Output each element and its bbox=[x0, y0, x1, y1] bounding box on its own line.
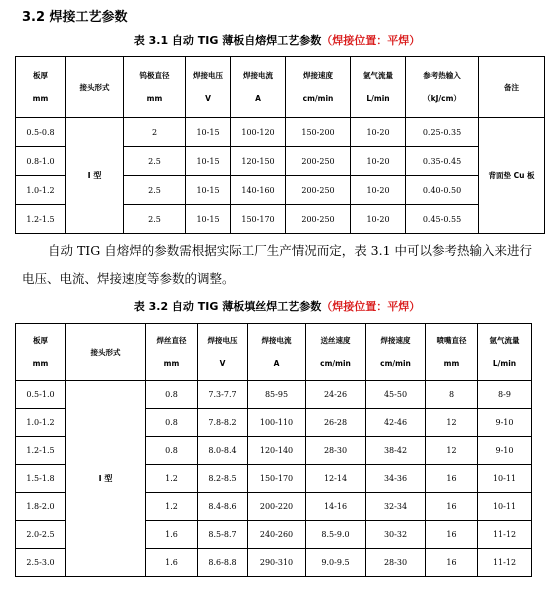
header-unit: cm/min bbox=[320, 359, 351, 368]
header-name: 焊接速度 bbox=[380, 336, 411, 345]
header-name: 氩气流量 bbox=[363, 71, 393, 80]
table-cell: 10-11 bbox=[478, 493, 532, 521]
header-cell bbox=[66, 57, 124, 118]
header-cell bbox=[124, 57, 186, 118]
table-cell: 1.8-2.0 bbox=[16, 493, 66, 521]
table-cell: 10-15 bbox=[186, 205, 231, 234]
table-cell: 11-12 bbox=[478, 521, 532, 549]
header-unit: A bbox=[273, 359, 280, 368]
table-cell: 9-10 bbox=[478, 409, 532, 437]
header-cell bbox=[306, 324, 366, 381]
table-cell: 0.45-0.55 bbox=[406, 205, 479, 234]
header-cell bbox=[186, 57, 231, 118]
remark-cell: 背面垫 Cu 板 bbox=[479, 118, 545, 234]
header-unit: mm bbox=[32, 94, 49, 103]
table-cell: 32-34 bbox=[366, 493, 426, 521]
header-name: 钨极直径 bbox=[139, 71, 170, 80]
table-cell: 1.5-1.8 bbox=[16, 465, 66, 493]
table-cell: 0.35-0.45 bbox=[406, 147, 479, 176]
table-cell: 8.5-9.0 bbox=[306, 521, 366, 549]
table-cell: 28-30 bbox=[366, 549, 426, 577]
header-gap bbox=[198, 346, 247, 358]
header-unit: L/min bbox=[492, 359, 517, 368]
table2-caption-main: 表 3.2 自动 TIG 薄板填丝焊工艺参数 bbox=[133, 300, 322, 313]
table-cell: 10-20 bbox=[351, 205, 406, 234]
table-cell: 0.5-0.8 bbox=[16, 118, 66, 147]
table-cell: 9-10 bbox=[478, 437, 532, 465]
header-name: 焊接电压 bbox=[207, 336, 238, 345]
table-cell: 38-42 bbox=[366, 437, 426, 465]
table-cell: 10-20 bbox=[351, 176, 406, 205]
header-gap bbox=[426, 346, 477, 358]
table-cell: 45-50 bbox=[366, 381, 426, 409]
header-unit: mm bbox=[146, 94, 163, 103]
table-cell: 7.8-8.2 bbox=[198, 409, 248, 437]
table2-caption bbox=[0, 298, 554, 314]
table-cell: 0.8 bbox=[146, 381, 198, 409]
table-cell: 12 bbox=[426, 409, 478, 437]
header-unit: mm bbox=[443, 359, 460, 368]
table-cell: 1.2-1.5 bbox=[16, 437, 66, 465]
table1-header-row bbox=[16, 57, 545, 118]
header-name: 氩气流量 bbox=[489, 336, 520, 345]
table-cell: 8.2-8.5 bbox=[198, 465, 248, 493]
header-cell bbox=[406, 57, 479, 118]
table-cell: 2.5 bbox=[124, 147, 186, 176]
header-name: 焊接电流 bbox=[243, 71, 273, 80]
table-cell: 14-16 bbox=[306, 493, 366, 521]
header-gap bbox=[16, 81, 65, 93]
table-cell: 120-140 bbox=[248, 437, 306, 465]
header-unit: （kJ/cm） bbox=[423, 94, 461, 103]
table-cell: 8.4-8.6 bbox=[198, 493, 248, 521]
table-cell: 1.2 bbox=[146, 465, 198, 493]
table-cell: 1.6 bbox=[146, 549, 198, 577]
header-cell bbox=[231, 57, 286, 118]
table-cell: 140-160 bbox=[231, 176, 286, 205]
table-cell: 12-14 bbox=[306, 465, 366, 493]
header-cell bbox=[198, 324, 248, 381]
table-cell: 8.0-8.4 bbox=[198, 437, 248, 465]
table-cell: 150-170 bbox=[248, 465, 306, 493]
header-name: 接头形式 bbox=[79, 82, 110, 92]
table-cell: 2.5-3.0 bbox=[16, 549, 66, 577]
table2-caption-condition: （焊接位置：平焊） bbox=[321, 300, 421, 313]
table-cell: 200-250 bbox=[286, 205, 351, 234]
table-cell: 8.5-8.7 bbox=[198, 521, 248, 549]
table1-caption-main: 表 3.1 自动 TIG 薄板自熔焊工艺参数 bbox=[133, 34, 322, 47]
table-cell: 8-9 bbox=[478, 381, 532, 409]
table-cell: 34-36 bbox=[366, 465, 426, 493]
header-cell bbox=[286, 57, 351, 118]
header-gap bbox=[231, 81, 285, 93]
header-gap bbox=[306, 346, 365, 358]
table-cell: 1.2-1.5 bbox=[16, 205, 66, 234]
header-cell bbox=[248, 324, 306, 381]
header-gap bbox=[366, 346, 425, 358]
table-cell: 1.6 bbox=[146, 521, 198, 549]
header-gap bbox=[478, 346, 531, 358]
table-cell: 8.6-8.8 bbox=[198, 549, 248, 577]
table-cell: 150-170 bbox=[231, 205, 286, 234]
header-gap bbox=[351, 81, 405, 93]
table-cell: 2.5 bbox=[124, 205, 186, 234]
header-name: 喷嘴直径 bbox=[436, 336, 467, 345]
table-cell: 1.0-1.2 bbox=[16, 409, 66, 437]
header-gap bbox=[146, 346, 197, 358]
table-cell: 28-30 bbox=[306, 437, 366, 465]
header-unit: V bbox=[219, 359, 226, 368]
joint-type-cell: I 型 bbox=[66, 118, 124, 234]
table-cell: 200-250 bbox=[286, 176, 351, 205]
table-cell: 10-15 bbox=[186, 147, 231, 176]
header-cell bbox=[351, 57, 406, 118]
header-cell bbox=[479, 57, 545, 118]
header-cell bbox=[146, 324, 198, 381]
header-name: 焊丝直径 bbox=[156, 336, 187, 345]
table-cell: 12 bbox=[426, 437, 478, 465]
section-title: 3.2 焊接工艺参数 bbox=[22, 10, 128, 25]
header-cell bbox=[16, 57, 66, 118]
table-cell: 10-15 bbox=[186, 176, 231, 205]
table-cell: 200-220 bbox=[248, 493, 306, 521]
table-cell: 200-250 bbox=[286, 147, 351, 176]
table-cell: 16 bbox=[426, 493, 478, 521]
header-cell bbox=[16, 324, 66, 381]
table-cell: 8 bbox=[426, 381, 478, 409]
header-unit: mm bbox=[163, 359, 180, 368]
header-unit: V bbox=[205, 94, 211, 103]
table-cell: 100-110 bbox=[248, 409, 306, 437]
table2-tig-filler-params bbox=[15, 323, 532, 577]
table-cell: 16 bbox=[426, 521, 478, 549]
table-cell: 0.25-0.35 bbox=[406, 118, 479, 147]
table-cell: 2.5 bbox=[124, 176, 186, 205]
table-cell: 1.2 bbox=[146, 493, 198, 521]
table-cell: 16 bbox=[426, 465, 478, 493]
table-cell: 11-12 bbox=[478, 549, 532, 577]
header-gap bbox=[248, 346, 305, 358]
header-gap bbox=[186, 81, 230, 93]
table1-caption-condition: （焊接位置：平焊） bbox=[321, 34, 421, 47]
header-name: 焊接电流 bbox=[261, 336, 292, 345]
header-gap bbox=[124, 81, 185, 93]
table-cell: 100-120 bbox=[231, 118, 286, 147]
table-cell: 26-28 bbox=[306, 409, 366, 437]
header-gap bbox=[406, 81, 478, 93]
header-name: 接头形式 bbox=[90, 347, 121, 357]
table-cell: 0.5-1.0 bbox=[16, 381, 66, 409]
header-gap bbox=[286, 81, 350, 93]
header-unit: A bbox=[255, 94, 261, 103]
table-cell: 9.0-9.5 bbox=[306, 549, 366, 577]
header-unit: L/min bbox=[366, 94, 390, 103]
table-cell: 10-11 bbox=[478, 465, 532, 493]
table-cell: 120-150 bbox=[231, 147, 286, 176]
table1-tig-autogenous-params bbox=[15, 56, 545, 234]
table2-header-row bbox=[16, 324, 532, 381]
header-name: 板厚 bbox=[33, 336, 48, 345]
table-cell: 16 bbox=[426, 549, 478, 577]
header-cell bbox=[66, 324, 146, 381]
header-name: 板厚 bbox=[33, 71, 48, 80]
table-cell: 10-15 bbox=[186, 118, 231, 147]
header-name: 参考热输入 bbox=[423, 71, 461, 80]
table-cell: 290-310 bbox=[248, 549, 306, 577]
joint-type-cell: I 型 bbox=[66, 381, 146, 577]
header-gap bbox=[16, 346, 65, 358]
table-cell: 10-20 bbox=[351, 118, 406, 147]
body-paragraph: 自动 TIG 自熔焊的参数需根据实际工厂生产情况而定，表 3.1 中可以参考热输入来进行电压、电流、焊接速度等参数的调整。 bbox=[22, 243, 533, 286]
table-cell: 150-200 bbox=[286, 118, 351, 147]
table1-caption bbox=[0, 32, 554, 48]
header-cell bbox=[366, 324, 426, 381]
table-cell: 42-46 bbox=[366, 409, 426, 437]
table-cell: 0.8 bbox=[146, 437, 198, 465]
table-cell: 0.8 bbox=[146, 409, 198, 437]
table-row bbox=[16, 381, 532, 409]
table-cell: 10-20 bbox=[351, 147, 406, 176]
table-cell: 24-26 bbox=[306, 381, 366, 409]
header-cell bbox=[426, 324, 478, 381]
table-cell: 2 bbox=[124, 118, 186, 147]
table-cell: 240-260 bbox=[248, 521, 306, 549]
table-cell: 7.3-7.7 bbox=[198, 381, 248, 409]
table-cell: 30-32 bbox=[366, 521, 426, 549]
table-row bbox=[16, 118, 545, 147]
table-cell: 0.8-1.0 bbox=[16, 147, 66, 176]
header-name: 送丝速度 bbox=[320, 336, 351, 345]
header-unit: cm/min bbox=[380, 359, 411, 368]
header-name: 备注 bbox=[504, 82, 519, 92]
header-name: 焊接电压 bbox=[193, 71, 223, 80]
table-cell: 1.0-1.2 bbox=[16, 176, 66, 205]
header-cell bbox=[478, 324, 532, 381]
table-cell: 85-95 bbox=[248, 381, 306, 409]
header-unit: cm/min bbox=[302, 94, 334, 103]
header-unit: mm bbox=[32, 359, 49, 368]
header-name: 焊接速度 bbox=[303, 71, 333, 80]
table-cell: 0.40-0.50 bbox=[406, 176, 479, 205]
table-cell: 2.0-2.5 bbox=[16, 521, 66, 549]
